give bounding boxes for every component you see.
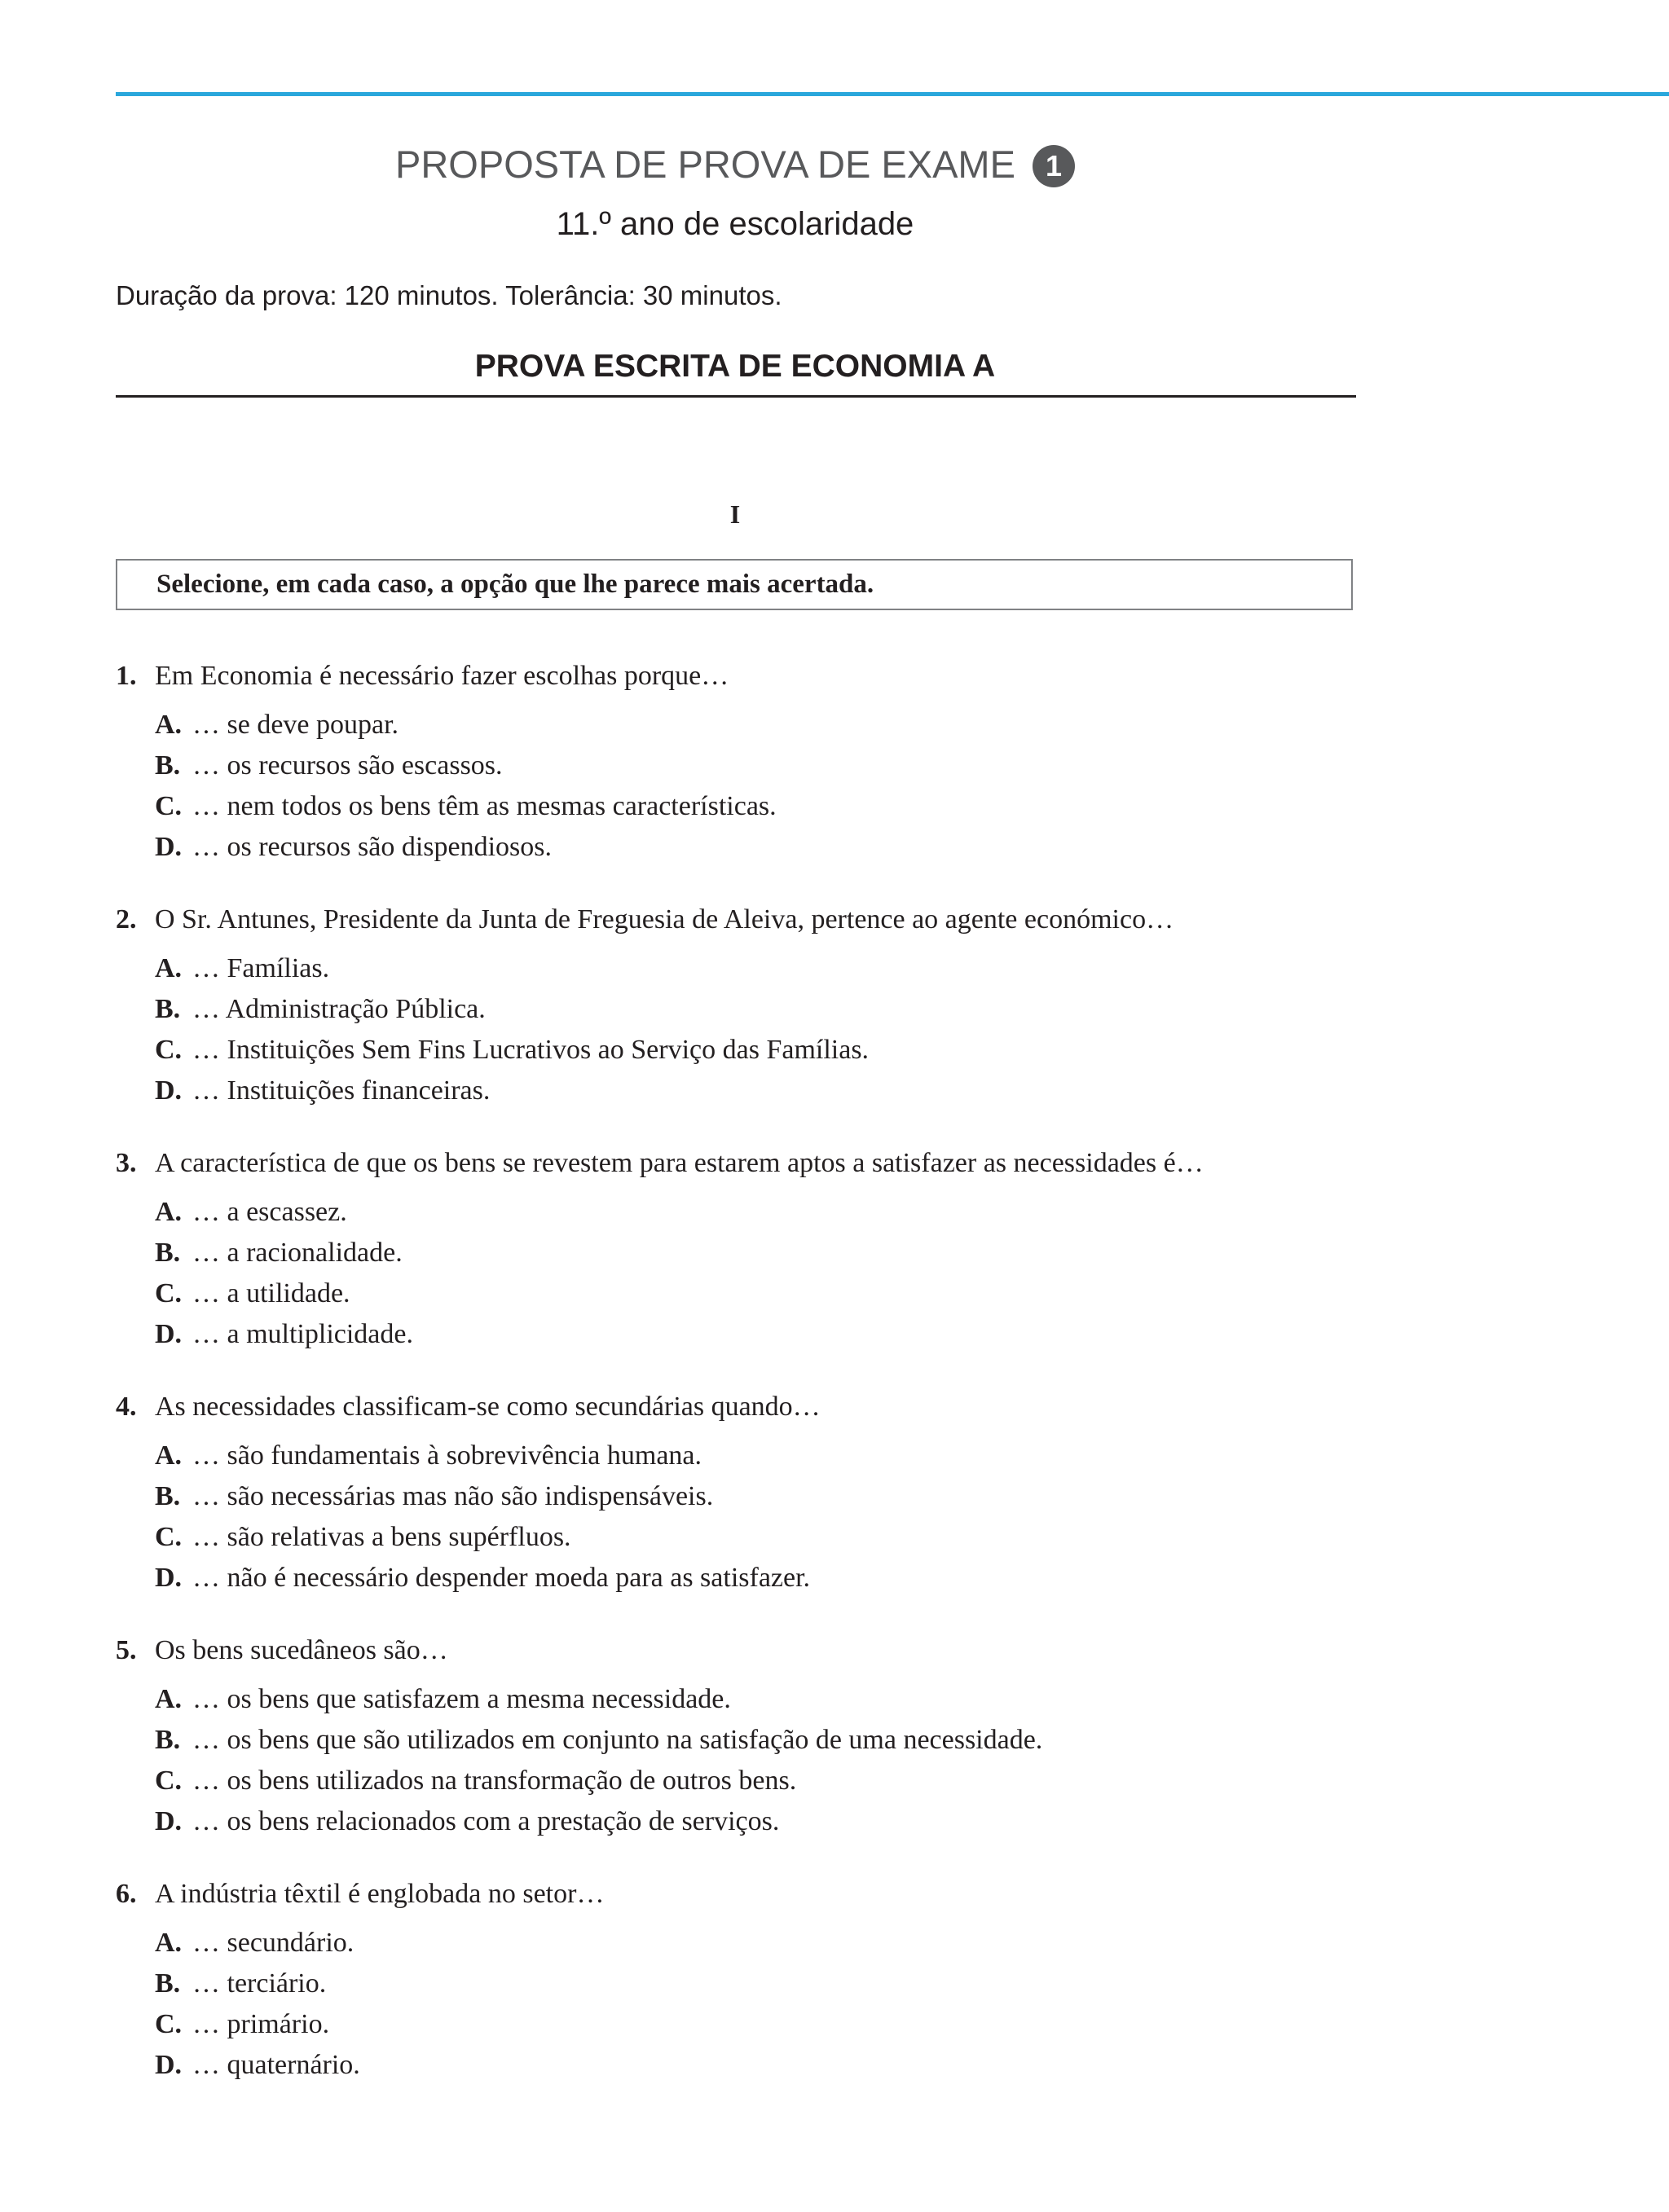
option-text: … Instituições Sem Fins Lucrativos ao Serviço das Famílias.: [192, 1035, 870, 1065]
option-b[interactable]: [116, 993, 1501, 1034]
question-5: [116, 1634, 1501, 1878]
option-b[interactable]: [116, 1237, 1501, 1278]
option-letter: B.: [155, 750, 181, 781]
option-text: … os recursos são dispendiosos.: [192, 832, 553, 862]
option-letter: C.: [155, 1035, 183, 1065]
page-header: [116, 145, 1354, 240]
option-a[interactable]: [116, 1440, 1501, 1480]
option-letter: B.: [155, 1481, 181, 1511]
option-a[interactable]: [116, 1196, 1501, 1237]
option-c[interactable]: [116, 790, 1501, 831]
option-a[interactable]: [116, 709, 1501, 750]
question-text: As necessidades classificam-se como secundárias quando…: [155, 1392, 821, 1422]
option-letter: A.: [155, 1684, 183, 1714]
option-text: … são fundamentais à sobrevivência humana.: [192, 1440, 702, 1471]
option-letter: A.: [155, 953, 183, 983]
option-d[interactable]: [116, 831, 1501, 872]
question-list: [116, 660, 1501, 2122]
option-text: … a utilidade.: [192, 1278, 350, 1308]
option-c[interactable]: [116, 1278, 1501, 1318]
option-text: … são relativas a bens supérfluos.: [192, 1522, 571, 1552]
option-letter: C.: [155, 1278, 183, 1308]
option-d[interactable]: [116, 1318, 1501, 1359]
top-accent-rule: [116, 92, 1669, 96]
option-letter: D.: [155, 1806, 183, 1836]
option-text: … a escassez.: [192, 1197, 347, 1227]
option-letter: B.: [155, 1968, 181, 1999]
option-letter: D.: [155, 2050, 183, 2080]
option-letter: D.: [155, 832, 183, 862]
option-letter: C.: [155, 2009, 183, 2039]
question-number: 6.: [116, 1879, 137, 1909]
option-b[interactable]: [116, 1480, 1501, 1521]
question-text: O Sr. Antunes, Presidente da Junta de Freguesia de Aleiva, pertence ao agente económico…: [155, 904, 1174, 934]
option-a[interactable]: [116, 1683, 1501, 1724]
option-text: … Instituições financeiras.: [192, 1075, 491, 1106]
option-text: … quaternário.: [192, 2050, 360, 2080]
question-number: 4.: [116, 1392, 137, 1422]
question-text: A característica de que os bens se revestem para estarem aptos a satisfazer as necessidades é…: [155, 1148, 1204, 1178]
question-number: 3.: [116, 1148, 137, 1178]
question-4: [116, 1391, 1501, 1634]
question-2: [116, 904, 1501, 1147]
option-b[interactable]: [116, 750, 1501, 790]
question-text: Em Economia é necessário fazer escolhas porque…: [155, 661, 729, 691]
option-c[interactable]: [116, 1521, 1501, 1562]
instruction-box: Selecione, em cada caso, a opção que lhe parece mais acertada.: [116, 559, 1353, 610]
question-number: 1.: [116, 661, 137, 691]
question-stem: [116, 1391, 1501, 1440]
option-d[interactable]: [116, 1805, 1501, 1846]
question-number: 5.: [116, 1635, 137, 1665]
question-text: Os bens sucedâneos são…: [155, 1635, 448, 1665]
option-letter: D.: [155, 1319, 183, 1349]
exam-number-badge: 1: [1033, 145, 1075, 187]
option-letter: A.: [155, 1440, 183, 1471]
option-text: … os bens relacionados com a prestação de serviços.: [192, 1806, 780, 1836]
question-1: [116, 660, 1501, 904]
exam-title: PROPOSTA DE PROVA DE EXAME: [395, 143, 1015, 186]
question-3: [116, 1147, 1501, 1391]
section-number: I: [729, 499, 741, 529]
school-year: 11.º ano de escolaridade: [556, 206, 914, 242]
question-stem: [116, 1147, 1501, 1196]
option-d[interactable]: [116, 1075, 1501, 1115]
option-text: … secundário.: [192, 1928, 354, 1958]
option-letter: B.: [155, 994, 181, 1024]
option-d[interactable]: [116, 1562, 1501, 1603]
question-stem: [116, 904, 1501, 952]
exam-title-line: [116, 145, 1354, 187]
option-text: … terciário.: [192, 1968, 327, 1999]
option-text: … os bens que são utilizados em conjunto na satisfação de uma necessidade.: [192, 1725, 1043, 1755]
option-text: … são necessárias mas não são indispensáveis.: [192, 1481, 714, 1511]
option-letter: B.: [155, 1725, 181, 1755]
option-c[interactable]: [116, 1034, 1501, 1075]
option-letter: D.: [155, 1563, 183, 1593]
option-text: … primário.: [192, 2009, 330, 2039]
option-text: … não é necessário despender moeda para as satisfazer.: [192, 1563, 811, 1593]
exam-subject-heading: PROVA ESCRITA DE ECONOMIA A: [474, 349, 996, 384]
option-text: … a racionalidade.: [192, 1238, 403, 1268]
option-letter: C.: [155, 1522, 183, 1552]
option-letter: D.: [155, 1075, 183, 1106]
question-6: [116, 1878, 1501, 2122]
option-text: … os recursos são escassos.: [192, 750, 503, 781]
question-stem: [116, 1878, 1501, 1927]
option-letter: B.: [155, 1238, 181, 1268]
option-text: … nem todos os bens têm as mesmas características.: [192, 791, 777, 821]
option-letter: A.: [155, 710, 183, 740]
option-c[interactable]: [116, 1765, 1501, 1805]
option-letter: C.: [155, 1766, 183, 1796]
option-a[interactable]: [116, 952, 1501, 993]
option-text: … os bens utilizados na transformação de outros bens.: [192, 1766, 797, 1796]
question-text: A indústria têxtil é englobada no setor…: [155, 1879, 605, 1909]
option-d[interactable]: [116, 2049, 1501, 2090]
question-stem: [116, 1634, 1501, 1683]
exam-duration: Duração da prova: 120 minutos. Tolerância: 30 minutos.: [116, 280, 782, 310]
option-text: … os bens que satisfazem a mesma necessidade.: [192, 1684, 731, 1714]
option-b[interactable]: [116, 1724, 1501, 1765]
option-text: … a multiplicidade.: [192, 1319, 413, 1349]
option-c[interactable]: [116, 2008, 1501, 2049]
option-b[interactable]: [116, 1968, 1501, 2008]
option-text: … se deve poupar.: [192, 710, 399, 740]
option-text: … Famílias.: [192, 953, 330, 983]
option-letter: C.: [155, 791, 183, 821]
option-letter: A.: [155, 1928, 183, 1958]
question-stem: [116, 660, 1501, 709]
option-text: … Administração Pública.: [192, 994, 486, 1024]
question-number: 2.: [116, 904, 137, 934]
subject-divider: [116, 395, 1356, 398]
option-letter: A.: [155, 1197, 183, 1227]
option-a[interactable]: [116, 1927, 1501, 1968]
